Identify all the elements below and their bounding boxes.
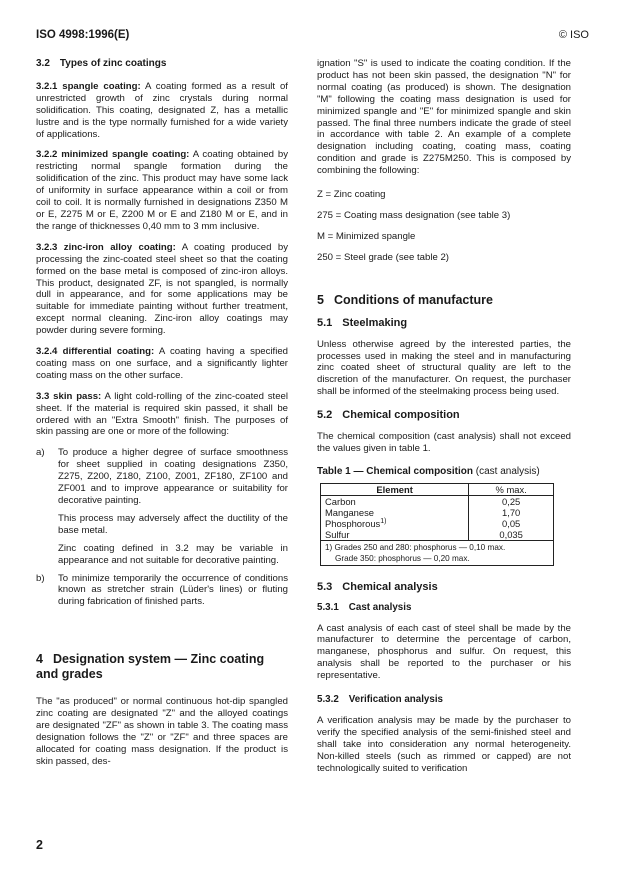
document-id: ISO 4998:1996(E): [36, 29, 130, 41]
table-row: Sulfur 0,035: [321, 529, 554, 541]
table-header-max: % max.: [469, 483, 554, 495]
page-number: 2: [36, 838, 43, 852]
table-footnote: 1) Grades 250 and 280: phosphorus — 0,10 max. Grade 350: phosphorus — 0,20 max.: [321, 540, 554, 565]
table-row: Carbon 0,25: [321, 495, 554, 507]
section-5-1-heading: 5.1 Steelmaking: [317, 316, 408, 329]
section-5-3-2-text: A verification analysis may be made by the purchaser to verify the specified analysis of the semi-finished steel and shall take into consideration any normal heterogeneity. Non-killed steels (such as rimmed or capped) are not technologically suited to verification: [317, 715, 571, 774]
clause-3-2-4: 3.2.4 differential coating: A coating having a specified coating mass on one surface, and a significantly lighter coating mass on the other surface.: [36, 346, 289, 381]
clause-3-2-3: 3.2.3 zinc-iron alloy coating: A coating produced by processing the zinc-coated steel sheet so that the coating formed on the base metal is composed of zinc-iron alloys. This product, designated ZF, is not spangled, is normally dull in appearance, and for some applications may be suitable for immediate painting without further treatment, except normal cleaning. Zinc-iron alloy coatings may powder during severe forming.: [36, 241, 289, 337]
section-5-3-1-heading: 5.3.1 Cast analysis: [317, 601, 412, 613]
section-5-2-heading: 5.2 Chemical composition: [317, 409, 460, 422]
section-4-continued: ignation "S" is used to indicate the coating condition. If the product has not been skin passed, the designation "N" for normal coating (as produced) is shown. The designation "M" following the coating mass designation is used for minimized spangle and "E" for minimized spangle and skin passed. The final three numbers indicate the grade of steel in accordance with table 2. An example of a complete designation including coating, coating mass, coating condition and grade is Z275M250. This is composed by combining the following:: [317, 58, 571, 177]
designation-legend: Z = Zinc coating 275 = Coating mass designation (see table 3) M = Minimized spangle 250 = Steel grade (see table 2): [317, 189, 511, 263]
section-5-1-text: Unless otherwise agreed by the interested parties, the processes used in making the steel and in manufacturing zinc coated sheet of structural quality are left to the discretion of the manufacturer. On request, the purchaser shall be informed of the steelmaking process being used.: [317, 338, 571, 398]
section-5-3-1-text: A cast analysis of each cast of steel shall be made by the manufacturer to determine the percentage of carbon, manganese, phosphorus and sulfur. On request, this analysis shall be reported to the purchaser or his representative.: [317, 622, 571, 682]
table-header-element: Element: [321, 483, 469, 495]
table-row: Manganese 1,70: [321, 507, 554, 518]
section-3-2-heading: 3.2 Types of zinc coatings: [36, 58, 167, 69]
section-5-3-2-heading: 5.3.2 Verification analysis: [317, 694, 444, 706]
clause-3-2-2: 3.2.2 minimized spangle coating: A coating obtained by restricting normal spangle formation during the solidification of the zinc. This product may have some lack of uniformity in surface appearance within a coil or from coil to coil. It is normally furnished in designations Z350 M or E, Z275 M or E, Z200 M or E and Z180 M or E, and in the range of thicknesses 0,40 mm to 3 mm inclusive.: [36, 149, 288, 232]
clause-3-3: 3.3 skin pass: A light cold-rolling of the zinc-coated steel sheet. If the material is required skin passed, it shall be ordered with an "Extra Smooth" finish. The purposes of skin passing are one or more of the following:: [36, 390, 288, 438]
table-1: [320, 483, 554, 566]
table-1-caption: Table 1 — Chemical composition (cast analysis): [317, 465, 540, 477]
list-item-b: b) To minimize temporarily the occurrence of conditions known as stretcher strain (Lüder's lines) or fluting during fabrication of finished parts.: [36, 572, 288, 608]
table-row: Phosphorous$^{1)}$ 0,05: [321, 518, 554, 529]
section-5-2-text: The chemical composition (cast analysis) shall not exceed the values given in table 1.: [317, 431, 571, 454]
left-column: [36, 58, 288, 768]
section-5-heading: 5 Conditions of manufacture: [317, 292, 493, 307]
section-4-text: The "as produced" or normal continuous hot-dip spangled zinc coating are designated "Z" and the alloyed coatings are designated "ZF" as shown in table 3. The coating mass designation follows the "Z" or "ZF" and three spaces are allocated for coating mass designation. If the product is skin passed, des-: [36, 696, 288, 767]
list-item-a: a) To produce a higher degree of surface smoothness for sheet supplied in coating designations Z350, Z275, Z200, Z180, Z100, Z001, ZF180, ZF100 and ZF001 and to improve appearance or suitability for decorative painting. This process may adversely affect the ductility of the base metal. Zinc coating defined in 3.2 may be variable in appearance and not suitable for decorative painting.: [36, 447, 288, 566]
section-5-3-heading: 5.3 Chemical analysis: [317, 580, 438, 593]
copyright-mark: © ISO: [558, 29, 589, 41]
section-4-heading: 4 Designation system — Zinc coating and grades: [36, 652, 265, 682]
right-column: [317, 58, 571, 775]
clause-3-2-1: 3.2.1 spangle coating: A coating formed as a result of unrestricted growth of zinc crystals during normal solidification. This coating, designated Z, has a metallic lustre and is the type normally furnished for a wide variety of applications.: [36, 80, 288, 140]
